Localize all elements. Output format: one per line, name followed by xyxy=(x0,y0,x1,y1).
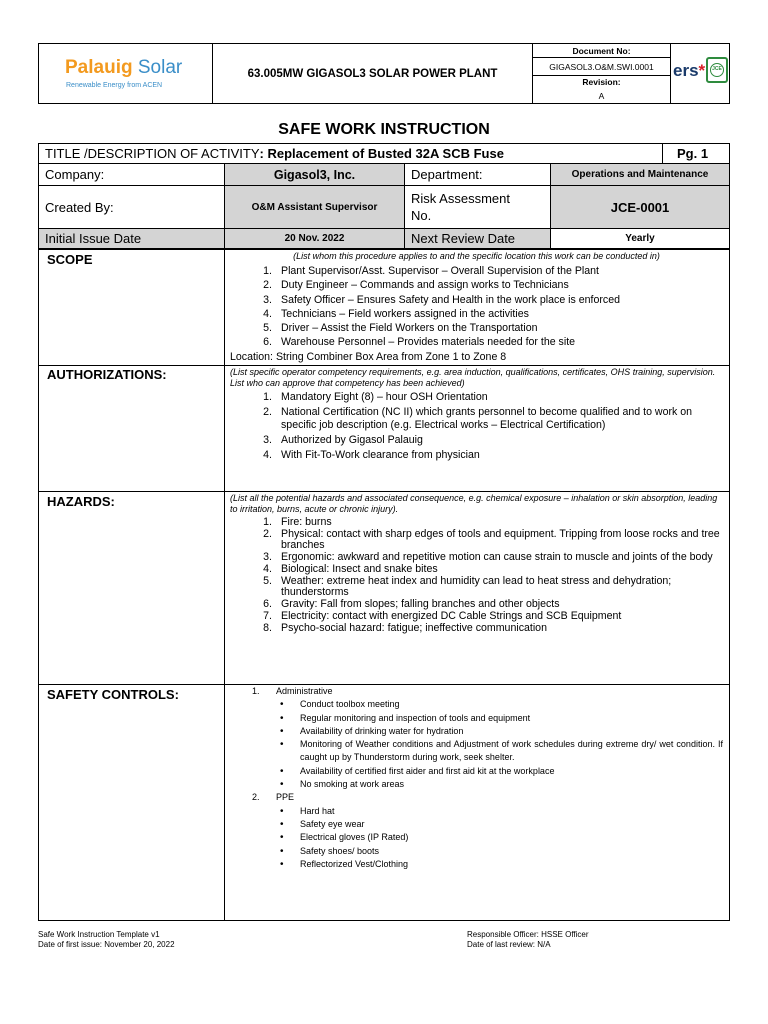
footer-right xyxy=(467,930,589,950)
controls-group-heading: 1. Administrative xyxy=(252,686,333,696)
list-item: 5. Weather: extreme heat index and humidity can lead to heat stress and dehydration; thunderstorms xyxy=(263,575,672,598)
list-item: • Hard hat xyxy=(230,805,723,818)
created-by-label: Created By: xyxy=(39,186,225,228)
list-item: 7. Electricity: contact with energized DC Cable Strings and SCB Equipment xyxy=(263,610,622,622)
list-item: 3. Safety Officer – Ensures Safety and Health in the work place is enforced xyxy=(263,293,620,306)
safety-controls-label: SAFETY CONTROLS: xyxy=(39,685,225,920)
list-item: 6. Warehouse Personnel – Provides materials needed for the site xyxy=(263,336,576,349)
list-item: • No smoking at work areas xyxy=(230,778,723,791)
footer-officer: Responsible Officer: HSSE Officer xyxy=(467,930,589,939)
scope-label: SCOPE xyxy=(39,250,225,365)
created-row xyxy=(39,186,729,229)
scope-section xyxy=(39,250,729,366)
activity-cell xyxy=(39,144,663,163)
revision-value: A xyxy=(598,91,605,101)
page-number: Pg. 1 xyxy=(677,146,709,161)
document-info-cell xyxy=(533,44,671,103)
company-label: Company: xyxy=(39,164,225,185)
instruction-body xyxy=(38,249,730,921)
document-no-label: Document No: xyxy=(533,44,670,58)
list-item: 5. Driver – Assist the Field Workers on the Transportation xyxy=(263,322,538,335)
plant-title-cell xyxy=(213,44,533,103)
safety-controls-section xyxy=(39,685,729,920)
ppe-controls-list xyxy=(230,805,723,871)
authorizations-note: (List specific operator competency requirements, e.g. area induction, qualifications, certificates, OHS training, supervision. List who can approve that competency has been achieved) xyxy=(230,367,716,388)
issue-date-value: 20 Nov. 2022 xyxy=(225,229,405,248)
footer-last-review: Date of last review: N/A xyxy=(467,940,551,949)
list-item: 4. Technicians – Field workers assigned in the activities xyxy=(263,307,529,320)
company-logo: Palauig Solar xyxy=(65,57,183,78)
scope-list xyxy=(230,265,723,349)
list-item: • Availability of drinking water for hydration xyxy=(230,725,723,738)
activity-value: : Replacement of Busted 32A SCB Fuse xyxy=(259,146,504,161)
department-label: Department: xyxy=(405,164,551,185)
list-item: 8. Psycho-social hazard: fatigue; ineffective communication xyxy=(263,622,547,634)
issue-date-label: Initial Issue Date xyxy=(39,229,225,248)
authorizations-list xyxy=(230,391,723,462)
activity-row xyxy=(39,144,729,164)
document-header xyxy=(38,43,730,104)
list-item: 3. Ergonomic: awkward and repetitive motion can cause strain to muscle and joints of the body xyxy=(263,551,713,563)
hazards-list xyxy=(230,517,723,634)
partner-logo-cell xyxy=(671,44,729,103)
created-by-value: O&M Assistant Supervisor xyxy=(225,186,405,228)
list-item: 3. Authorized by Gigasol Palauig xyxy=(263,434,423,446)
info-table xyxy=(38,143,730,249)
list-item: • Regular monitoring and inspection of tools and equipment xyxy=(230,712,723,725)
logo-cell xyxy=(39,44,213,103)
seal-icon: JCE xyxy=(706,57,728,83)
list-item: 2. Physical: contact with sharp edges of tools and equipment. Tripping from loose rocks and tree branches xyxy=(263,528,720,551)
list-item: • Reflectorized Vest/Clothing xyxy=(230,858,723,871)
scope-location: Location: String Combiner Box Area from Zone 1 to Zone 8 xyxy=(230,350,507,363)
list-item: 2. National Certification (NC II) which grants personnel to become qualified and to work on specific job description (e.g. Electrical works – Electrical Certification) xyxy=(263,406,693,431)
page-title: SAFE WORK INSTRUCTION xyxy=(278,121,490,138)
hazards-section xyxy=(39,492,729,685)
department-value: Operations and Maintenance xyxy=(551,164,729,185)
list-item: • Conduct toolbox meeting xyxy=(230,698,723,711)
risk-assessment-label: Risk Assessment No. xyxy=(405,186,551,228)
list-item: 4. With Fit-To-Work clearance from physician xyxy=(263,449,480,461)
footer-first-issue: Date of first issue: November 20, 2022 xyxy=(38,940,175,949)
company-row xyxy=(39,164,729,186)
authorizations-section xyxy=(39,366,729,492)
list-item: • Availability of certified first aider and first aid kit at the workplace xyxy=(230,765,723,778)
review-date-value: Yearly xyxy=(625,233,655,244)
logo-tagline: Renewable Energy from ACEN xyxy=(66,82,163,89)
revision-label: Revision: xyxy=(582,77,621,87)
activity-label: TITLE /DESCRIPTION OF ACTIVITY xyxy=(45,146,260,161)
list-item: 2. Duty Engineer – Commands and assign works to Technicians xyxy=(263,279,569,292)
list-item: • Safety shoes/ boots xyxy=(230,845,723,858)
administrative-controls-list xyxy=(230,698,723,791)
company-value: Gigasol3, Inc. xyxy=(225,164,405,185)
partner-logo: ers* xyxy=(673,61,706,80)
list-item: 1. Fire: burns xyxy=(263,516,332,528)
list-item: • Electrical gloves (IP Rated) xyxy=(230,831,723,844)
list-item: • Monitoring of Weather conditions and Adjustment of work schedules during extreme dry/ wet condition. If caught up by Thunderstorm during work, seek shelter. xyxy=(230,738,723,765)
dates-row xyxy=(39,229,729,248)
hazards-note: (List all the potential hazards and associated consequence, e.g. chemical exposure – inhalation or skin absorption, leading to irritation, burns, acute or chronic injury). xyxy=(230,493,718,514)
list-item: 1. Plant Supervisor/Asst. Supervisor – Overall Supervision of the Plant xyxy=(263,265,599,277)
list-item: 6. Gravity: Fall from slopes; falling branches and other objects xyxy=(263,598,560,610)
controls-group-heading: 2. PPE xyxy=(252,792,295,803)
footer-left xyxy=(38,930,175,950)
authorizations-label: AUTHORIZATIONS: xyxy=(39,366,225,491)
risk-assessment-value: JCE-0001 xyxy=(551,186,729,228)
list-item: 1. Mandatory Eight (8) – hour OSH Orientation xyxy=(263,391,488,403)
list-item: • Safety eye wear xyxy=(230,818,723,831)
list-item: 4. Biological: Insect and snake bites xyxy=(263,563,438,575)
plant-title: 63.005MW GIGASOL3 SOLAR POWER PLANT xyxy=(247,67,498,80)
review-date-label: Next Review Date xyxy=(405,229,551,248)
document-no-value: GIGASOL3.O&M.SWI.0001 xyxy=(533,58,670,76)
hazards-label: HAZARDS: xyxy=(39,492,225,684)
scope-note: (List whom this procedure applies to and the specific location this work can be conducted in) xyxy=(293,251,660,261)
footer-template: Safe Work Instruction Template v1 xyxy=(38,930,160,939)
